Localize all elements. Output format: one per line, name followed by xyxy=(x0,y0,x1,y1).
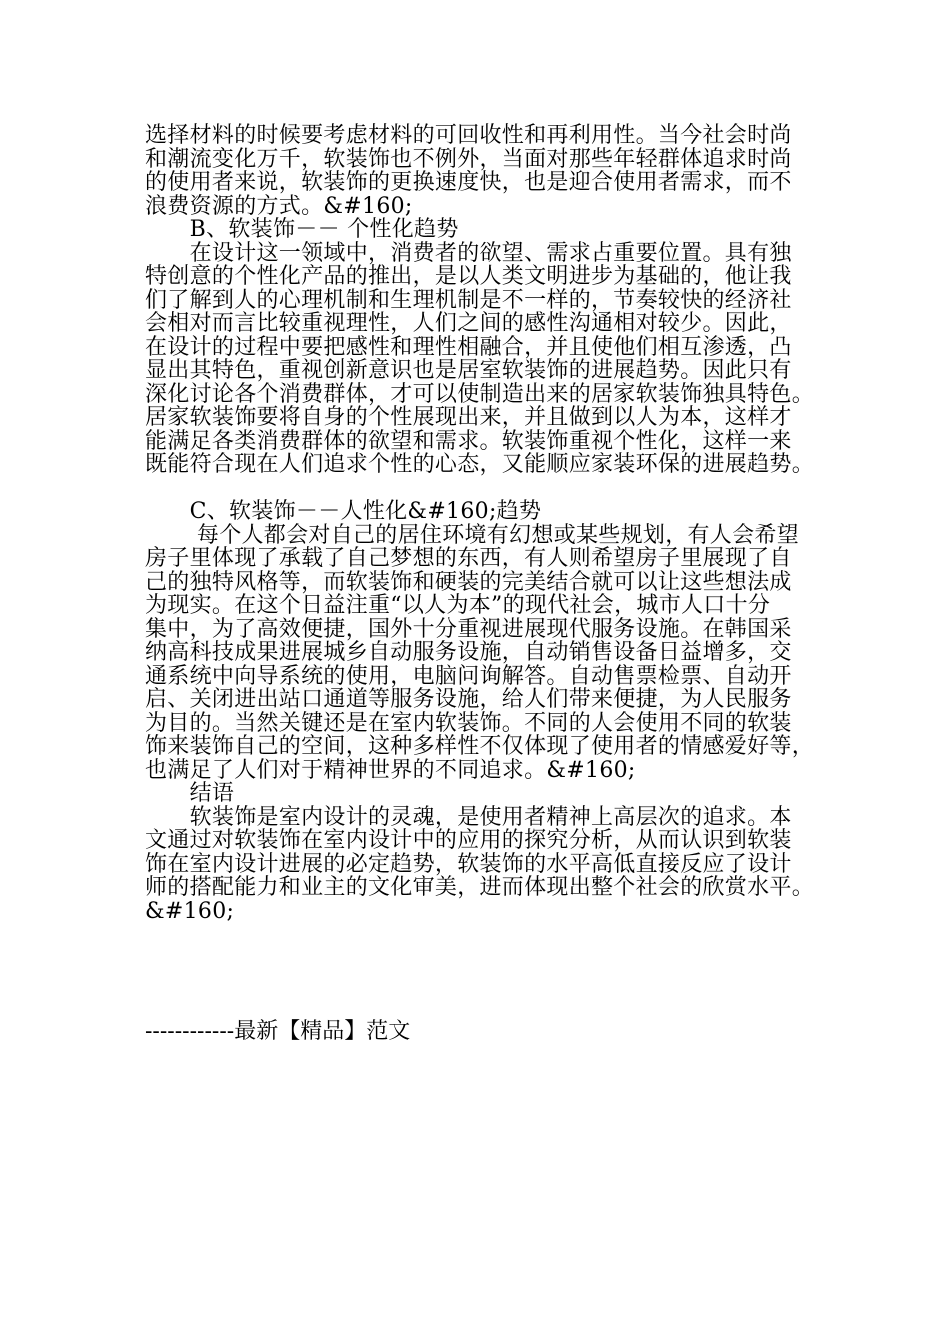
text-line: 的使用者来说，软装饰的更换速度快，也是迎合使用者需求，而不 xyxy=(145,170,792,195)
text-line: 通系统中向导系统的使用，电脑问询解答。自动售票检票、自动开 xyxy=(145,663,792,689)
text-line: 既能符合现在人们追求个性的心态，又能顺应家装环保的进展趋势。 xyxy=(145,452,815,477)
text-line: 集中，为了高效便捷，国外十分重视进展现代服务设施。在韩国采 xyxy=(145,616,792,642)
text-line: 浪费资源的方式。&#160; xyxy=(145,193,413,219)
text-line: 显出其特色，重视创新意识也是居室软装饰的进展趋势。因此只有 xyxy=(145,358,792,383)
text-line: 在设计这一领域中，消费者的欲望、需求占重要位置。具有独 xyxy=(145,240,792,266)
text-line: 深化讨论各个消费群体，才可以使制造出来的居家软装饰独具特色。 xyxy=(145,381,815,407)
text-line: 们了解到人的心理机制和生理机制是不一样的，节奏较快的经济社 xyxy=(145,287,792,313)
text-line: 在设计的过程中要把感性和理性相融合，并且使他们相互渗透，凸 xyxy=(145,334,792,360)
footer-text: ------------最新【精品】范文 xyxy=(145,1019,411,1044)
document-body xyxy=(145,124,815,923)
text-line: 为目的。当然关键还是在室内软装饰。不同的人会使用不同的软装 xyxy=(145,710,792,736)
text-line: 饰来装饰自己的空间，这种多样性不仅体现了使用者的情感爱好等， xyxy=(145,734,815,759)
text-line: 也满足了人们对于精神世界的不同追求。&#160; xyxy=(145,757,636,783)
text-line: 和潮流变化万千，软装饰也不例外，当面对那些年轻群体追求时尚 xyxy=(145,146,792,172)
text-line: 己的独特风格等，而软装饰和硬装的完美结合就可以让这些想法成 xyxy=(145,569,792,595)
text-line: 特创意的个性化产品的推出，是以人类文明进步为基础的，他让我 xyxy=(145,264,792,289)
text-line: B、软装饰－－ 个性化趋势 xyxy=(145,217,459,242)
text-line: C、软装饰－－人性化&#160;趋势 xyxy=(145,499,542,524)
text-line: 纳高科技成果进展城乡自动服务设施，自动销售设备日益增多，交 xyxy=(145,640,792,665)
text-line: 居家软装饰要将自身的个性展现出来，并且做到以人为本，这样才 xyxy=(145,405,792,430)
text-line: 能满足各类消费群体的欲望和需求。软装饰重视个性化，这样一来 xyxy=(145,428,792,454)
text-line: 软装饰是室内设计的灵魂，是使用者精神上高层次的追求。本 xyxy=(145,804,792,830)
text-line: 为现实。在这个日益注重“以人为本”的现代社会，城市人口十分 xyxy=(145,593,771,618)
text-line: 每个人都会对自己的居住环境有幻想或某些规划，有人会希望 xyxy=(145,522,799,548)
text-line: 启、关闭进出站口通道等服务设施，给人们带来便捷，为人民服务 xyxy=(145,687,792,712)
text-line: 饰在室内设计进展的必定趋势，软装饰的水平高低直接反应了设计 xyxy=(145,851,792,877)
text-line: 选择材料的时候要考虑材料的可回收性和再利用性。当今社会时尚 xyxy=(145,123,792,148)
text-line: 文通过对软装饰在室内设计中的应用的探究分析，从而认识到软装 xyxy=(145,828,792,853)
text-line: 会相对而言比较重视理性，人们之间的感性沟通相对较少。因此， xyxy=(145,311,792,336)
text-line: 房子里体现了承载了自己梦想的东西，有人则希望房子里展现了自 xyxy=(145,546,792,571)
text-line: 师的搭配能力和业主的文化审美，进而体现出整个社会的欣赏水平。 xyxy=(145,875,815,900)
text-line: &#160; xyxy=(145,898,235,924)
text-line: 结语 xyxy=(145,781,235,806)
blank-line xyxy=(145,477,815,501)
